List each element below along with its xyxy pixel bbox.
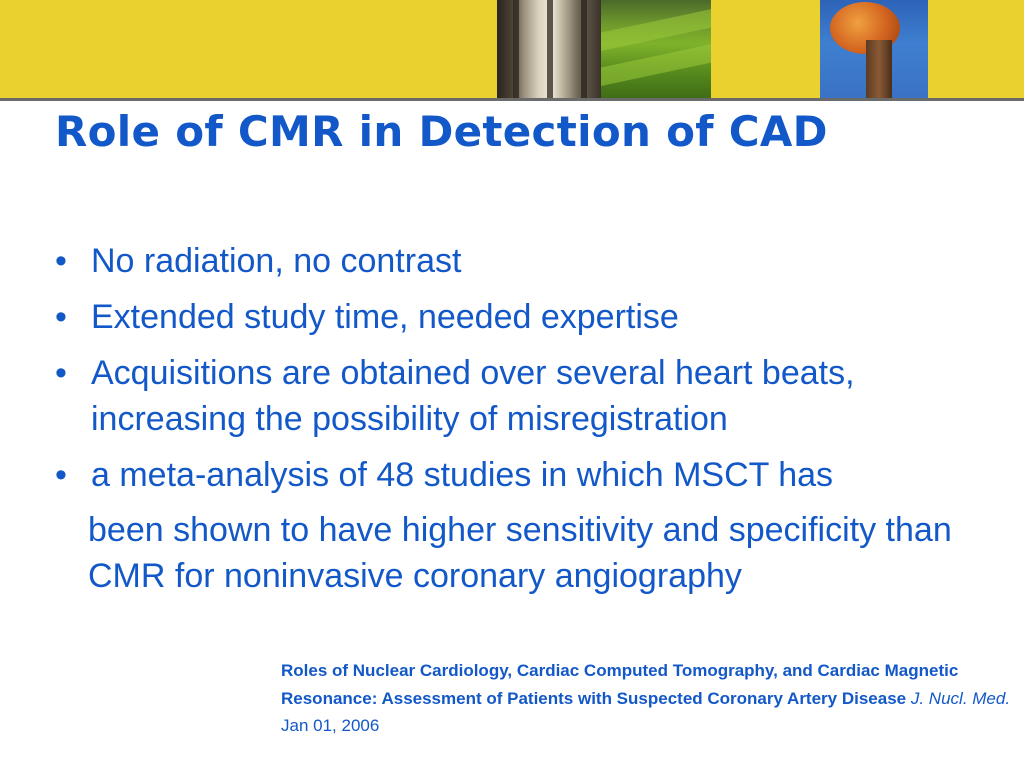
bullet-item (55, 452, 995, 498)
bullet-marker: • (55, 242, 67, 280)
banner-photo-window (497, 0, 601, 98)
header-divider (0, 98, 1024, 101)
slide-title: Role of CMR in Detection of CAD (55, 107, 828, 156)
bullet-text: Extended study time, needed expertise (91, 298, 679, 336)
bullet-marker: • (55, 456, 67, 494)
bullet-continuation (55, 507, 995, 599)
bullet-list (55, 238, 995, 609)
citation-title: Roles of Nuclear Cardiology, Cardiac Computed Tomography, and Cardiac Magnetic Resonance: Assessment of Patients with Suspected Coronary Artery Disease (281, 661, 959, 708)
bullet-item (55, 238, 995, 284)
banner-photo-tree (820, 0, 928, 98)
citation-date: Jan 01, 2006 (281, 716, 380, 735)
citation (281, 657, 1011, 740)
bullet-text: a meta-analysis of 48 studies in which MSCT has (91, 456, 834, 494)
bullet-marker: • (55, 298, 67, 336)
bullet-text: Acquisitions are obtained over several heart beats, increasing the possibility of misregistration (91, 354, 855, 438)
bullet-item (55, 350, 995, 442)
banner-photo-field (601, 0, 711, 98)
bullet-continuation-text: been shown to have higher sensitivity and specificity than CMR for noninvasive coronary angiography (88, 511, 952, 595)
bullet-item (55, 294, 995, 340)
bullet-marker: • (55, 354, 67, 392)
bullet-text: No radiation, no contrast (91, 242, 462, 280)
citation-journal: J. Nucl. Med. (910, 688, 1011, 708)
